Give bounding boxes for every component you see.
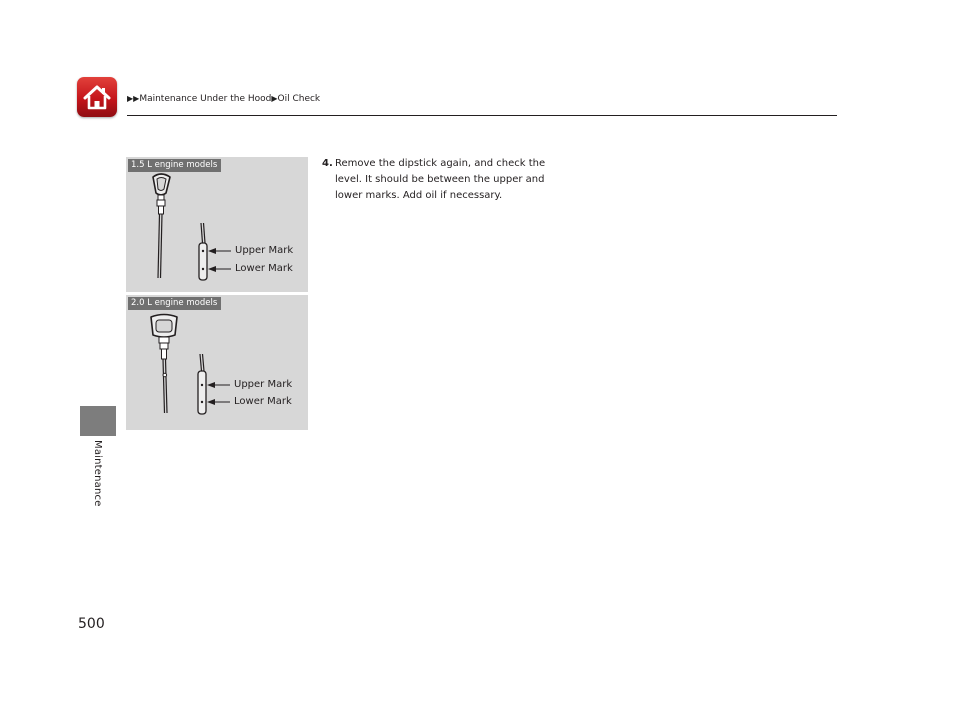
breadcrumb: [127, 94, 320, 104]
figure-2-0l-dipstick: [126, 295, 308, 430]
breadcrumb-arrow-icon: ▶▶: [127, 94, 140, 103]
section-tab-marker[interactable]: [80, 406, 116, 436]
lower-mark-label: Lower Mark: [235, 263, 293, 274]
figure-tag-2-0l: 2.0 L engine models: [128, 297, 221, 310]
step-number: 4.: [322, 158, 333, 169]
header-divider: [127, 115, 837, 116]
step-4: [322, 156, 558, 204]
upper-mark-label: Upper Mark: [234, 379, 293, 390]
step-text: Remove the dipstick again, and check the level. It should be between the upper and lower marks. Add oil if necessary.: [335, 158, 546, 201]
upper-mark-label: Upper Mark: [235, 245, 294, 256]
figure-tag-1-5l: 1.5 L engine models: [128, 159, 221, 172]
breadcrumb-current-oil-check[interactable]: Oil Check: [277, 94, 321, 104]
lower-mark-label: Lower Mark: [234, 396, 292, 407]
section-label: Maintenance: [92, 440, 103, 507]
page-number: 500: [78, 616, 105, 632]
breadcrumb-arrow-icon: ▶: [271, 94, 278, 103]
home-icon: [77, 77, 117, 117]
home-button[interactable]: [77, 77, 117, 117]
figure-1-5l-dipstick: [126, 157, 308, 292]
dipstick-illustration-2-0l: [126, 295, 308, 430]
breadcrumb-link-maintenance-under-hood[interactable]: Maintenance Under the Hood: [139, 94, 272, 104]
